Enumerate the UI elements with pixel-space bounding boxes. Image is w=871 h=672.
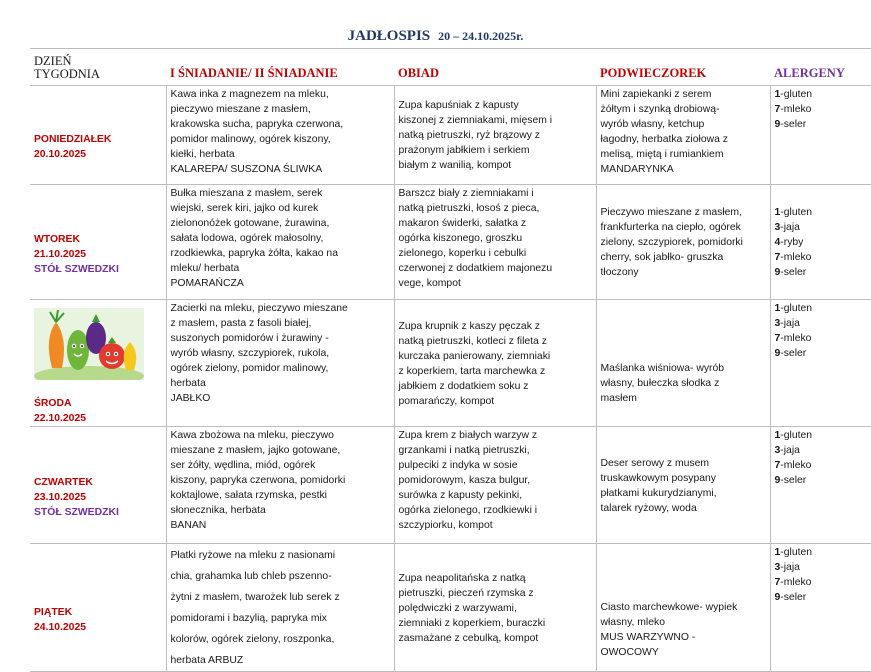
snack-line: Ciasto marchewkowe- wypiek xyxy=(600,601,738,613)
snack-line: cherry, sok jabłko- gruszka xyxy=(600,252,724,263)
lunch-line: zasmażane z cebulką, kompot xyxy=(398,632,539,644)
breakfast-line: zielononóżek gotowane, żurawina, xyxy=(170,218,330,229)
snack-line: zielony, szczypiorek, pomidorki xyxy=(600,237,743,248)
snack-line: wyrób własny, ketchup xyxy=(600,119,705,130)
lunch-line: Zupa krupnik z kaszy pęczak z xyxy=(398,320,540,332)
breakfast-cell xyxy=(166,544,394,672)
snack-line: melisą, miętą i rumiankiem xyxy=(600,149,724,160)
lunch-line: prażonym jabłkiem i serkiem xyxy=(398,145,530,156)
lunch-line: pomidorowym, kasza bulgur, xyxy=(398,475,531,486)
allergen-item xyxy=(775,575,869,590)
allergen-name: -seler xyxy=(780,475,807,486)
breakfast-line: suszonych pomidorów i żurawiny - xyxy=(170,333,329,344)
day-cell xyxy=(30,86,166,185)
lunch-line: z koperkiem, tarta marchewka z xyxy=(398,365,546,377)
breakfast-line: Kawa inka z magnezem na mleku, xyxy=(170,89,329,100)
header-snack: PODWIECZOREK xyxy=(596,49,770,86)
breakfast-line: wiejski, serek kiri, jajko od kurek xyxy=(170,203,319,214)
lunch-line: natką pietruszki, ryż brązowy z xyxy=(398,130,540,141)
lunch-line: Barszcz biały z ziemniakami i xyxy=(398,188,534,199)
lunch-line: białym z wanilią, kompot xyxy=(398,160,512,171)
snack-line: Pieczywo mieszane z masłem, xyxy=(600,207,742,218)
snack-line: Deser serowy z musem xyxy=(600,457,710,469)
allergen-number: 1 xyxy=(774,89,781,100)
day-date: 22.10.2025 xyxy=(34,413,87,424)
buffet-label: STÓŁ SZWEDZKI xyxy=(34,506,119,518)
breakfast-line: KALAREPA/ SUSZONA ŚLIWKA xyxy=(170,164,323,175)
allergen-number: 7 xyxy=(774,460,781,471)
breakfast-line: BANAN xyxy=(170,520,207,531)
lunch-cell xyxy=(394,427,596,544)
lunch-line: Zupa kapuśniak z kapusty xyxy=(398,100,519,111)
breakfast-line: Bułka mieszana z masłem, serek xyxy=(170,188,323,199)
header-day-line2: TYGODNIA xyxy=(34,67,100,81)
allergen-name: -mleko xyxy=(780,252,812,263)
lunch-line: natką pietruszki, łosoś z pieca, xyxy=(398,203,540,214)
breakfast-line: pomidorami i bazylią, papryka mix xyxy=(170,613,327,624)
snack-cell xyxy=(596,185,770,300)
breakfast-line: pieczywo mieszane z masłem, xyxy=(170,104,311,115)
header-lunch: OBIAD xyxy=(394,49,596,86)
breakfast-line: kiełki, herbata xyxy=(170,149,235,160)
breakfast-cell xyxy=(166,185,394,300)
breakfast-line: ogórek zielony, pomidor malinowy, xyxy=(170,363,329,374)
lunch-line: jabłkiem z dodatkiem soku z xyxy=(398,380,529,392)
allergen-item xyxy=(775,265,869,280)
snack-line: własny, bułeczka słodka z xyxy=(600,377,720,389)
day-date: 23.10.2025 xyxy=(34,491,87,503)
breakfast-cell xyxy=(166,427,394,544)
breakfast-line: chia, grahamka lub chleb pszenno- xyxy=(170,571,332,582)
allergen-item xyxy=(775,102,869,117)
allergen-number: 1 xyxy=(774,430,781,441)
allergen-name: -seler xyxy=(780,119,807,130)
allergen-name: -mleko xyxy=(780,577,812,588)
day-cell xyxy=(30,544,166,672)
allergen-number: 9 xyxy=(774,475,781,486)
table-row xyxy=(30,185,871,300)
allergen-name: -seler xyxy=(780,592,807,603)
snack-cell xyxy=(596,86,770,185)
allergen-number: 1 xyxy=(774,547,781,558)
breakfast-line: POMARAŃCZA xyxy=(170,278,244,289)
day-name: WTOREK xyxy=(34,233,80,245)
allergen-name: -mleko xyxy=(780,104,812,115)
day-date: 20.10.2025 xyxy=(34,149,87,160)
lunch-line: natką pietruszki, kotleci z fileta z xyxy=(398,335,547,347)
allergen-item xyxy=(775,250,869,265)
snack-line: Mini zapiekanki z serem xyxy=(600,89,712,100)
day-cell xyxy=(30,427,166,544)
allergen-item xyxy=(775,205,869,220)
day-name: CZWARTEK xyxy=(34,476,93,488)
breakfast-line: herbata xyxy=(170,378,206,389)
allergen-name: -gluten xyxy=(780,303,813,314)
snack-line: frankfurterka na ciepło, ogórek xyxy=(600,222,741,233)
allergen-name: -seler xyxy=(780,267,807,278)
allergen-name: -gluten xyxy=(780,89,813,100)
allergen-item xyxy=(775,235,869,250)
allergens-cell xyxy=(770,544,871,672)
lunch-line: surówka z kapusty pekinki, xyxy=(398,490,523,501)
header-day xyxy=(30,49,166,86)
allergen-item xyxy=(775,331,869,346)
breakfast-line: ser żółty, wędlina, miód, ogórek xyxy=(170,460,316,471)
snack-line: OWOCOWY xyxy=(600,646,659,658)
allergen-number: 9 xyxy=(774,119,781,130)
allergen-name: -gluten xyxy=(780,547,813,558)
table-row xyxy=(30,86,871,185)
table-row xyxy=(30,300,871,427)
allergen-number: 3 xyxy=(774,318,781,329)
breakfast-line: Kawa zbożowa na mleku, pieczywo xyxy=(170,430,334,441)
menu-table xyxy=(30,48,871,672)
allergen-number: 3 xyxy=(774,222,781,233)
breakfast-line: żytni z masłem, twarożek lub serek z xyxy=(170,592,340,603)
breakfast-line: koktajlowe, sałata rzymska, pestki xyxy=(170,490,327,501)
day-name: ŚRODA xyxy=(34,398,72,409)
allergen-name: -jaja xyxy=(780,445,800,456)
allergens-cell xyxy=(770,427,871,544)
allergen-name: -jaja xyxy=(780,222,800,233)
lunch-cell xyxy=(394,300,596,427)
allergens-cell xyxy=(770,185,871,300)
title-text: JADŁOSPIS xyxy=(347,28,431,44)
allergen-item xyxy=(775,428,869,443)
allergen-number: 7 xyxy=(774,333,781,344)
breakfast-line: mleku/ herbata xyxy=(170,263,240,274)
breakfast-line: mieszane z masłem, jajko gotowane, xyxy=(170,445,341,456)
allergen-name: -ryby xyxy=(780,237,804,248)
lunch-line: Zupa krem z białych warzyw z xyxy=(398,430,538,441)
day-date: 24.10.2025 xyxy=(34,621,87,633)
lunch-line: Zupa neapolitańska z natką xyxy=(398,572,526,584)
page-title xyxy=(0,28,871,45)
header-day-line1: DZIEŃ xyxy=(34,54,72,68)
allergen-number: 9 xyxy=(774,592,781,603)
vegetables-illustration xyxy=(34,308,144,380)
allergen-number: 3 xyxy=(774,445,781,456)
lunch-cell xyxy=(394,185,596,300)
lunch-cell xyxy=(394,544,596,672)
allergen-number: 1 xyxy=(774,207,781,218)
lunch-line: ogórka zielonego, rzodkiewki i xyxy=(398,505,538,516)
lunch-cell xyxy=(394,86,596,185)
breakfast-line: krakowska sucha, papryka czerwona, xyxy=(170,119,344,130)
lunch-line: pomarańczy, kompot xyxy=(398,395,495,407)
lunch-line: czerwonej z dodatkiem majonezu xyxy=(398,263,553,274)
allergen-item xyxy=(775,220,869,235)
header-breakfast: I ŚNIADANIE/ II ŚNIADANIE xyxy=(166,49,394,86)
lunch-line: polędwiczki z warzywami, xyxy=(398,602,517,614)
lunch-line: ogórka kiszonego, groszku xyxy=(398,233,523,244)
allergen-item xyxy=(775,301,869,316)
allergen-name: -gluten xyxy=(780,430,813,441)
snack-cell xyxy=(596,544,770,672)
breakfast-line: wyrób własny, szczypiorek, rukola, xyxy=(170,348,330,359)
lunch-line: szczypiorku, kompot xyxy=(398,520,493,531)
allergen-item xyxy=(775,346,869,361)
breakfast-line: kolorów, ogórek zielony, roszponka, xyxy=(170,634,335,645)
day-name: PIĄTEK xyxy=(34,606,73,618)
allergen-item xyxy=(775,458,869,473)
breakfast-line: JABŁKO xyxy=(170,393,211,404)
allergens-cell xyxy=(770,300,871,427)
day-cell xyxy=(30,300,166,427)
snack-line: MUS WARZYWNO - xyxy=(600,631,696,643)
allergen-item xyxy=(775,316,869,331)
lunch-line: ziemniaki z koperkiem, buraczki xyxy=(398,617,546,629)
allergen-name: -jaja xyxy=(780,318,800,329)
day-cell xyxy=(30,185,166,300)
allergen-item xyxy=(775,560,869,575)
lunch-line: grzankami i natką pietruszki, xyxy=(398,445,530,456)
breakfast-line: sałata lodowa, ogórek małosolny, xyxy=(170,233,324,244)
breakfast-line: herbata ARBUZ xyxy=(170,655,244,666)
lunch-line: kurczaka panierowany, ziemniaki xyxy=(398,350,551,362)
breakfast-line: Płatki ryżowe na mleku z nasionami xyxy=(170,550,336,561)
allergens-cell xyxy=(770,86,871,185)
allergen-number: 4 xyxy=(774,237,781,248)
breakfast-line: z masłem, pasta z fasoli białej, xyxy=(170,318,312,329)
lunch-line: kiszonej z ziemniakami, mięsem i xyxy=(398,115,553,126)
allergen-item xyxy=(775,117,869,132)
table-row xyxy=(30,544,871,672)
snack-line: Maślanka wiśniowa- wyrób xyxy=(600,362,725,374)
snack-line: MANDARYNKA xyxy=(600,164,674,175)
allergen-number: 1 xyxy=(774,303,781,314)
lunch-line: makaron świderki, sałatka z xyxy=(398,218,527,229)
title-dates: 20 – 24.10.2025r. xyxy=(438,29,524,43)
allergen-name: -mleko xyxy=(780,460,812,471)
breakfast-cell xyxy=(166,86,394,185)
day-date: 21.10.2025 xyxy=(34,248,87,260)
lunch-line: pietruszki, pieczeń rzymska z xyxy=(398,587,534,599)
allergen-name: -jaja xyxy=(780,562,800,573)
buffet-label: STÓŁ SZWEDZKI xyxy=(34,263,119,275)
lunch-line: vege, kompot xyxy=(398,278,461,289)
breakfast-line: kiszony, papryka czerwona, pomidorki xyxy=(170,475,346,486)
breakfast-line: rzodkiewka, papryka żółta, kakao na xyxy=(170,248,338,259)
table-row xyxy=(30,427,871,544)
allergen-number: 3 xyxy=(774,562,781,573)
lunch-line: zielonego, koperku i cebulki xyxy=(398,248,527,259)
allergen-item xyxy=(775,473,869,488)
allergen-item xyxy=(775,545,869,560)
breakfast-cell xyxy=(166,300,394,427)
snack-line: płatkami kukurydzianymi, xyxy=(600,487,717,499)
allergen-item xyxy=(775,443,869,458)
breakfast-line: słonecznika, herbata xyxy=(170,505,266,516)
snack-cell xyxy=(596,300,770,427)
allergen-name: -seler xyxy=(780,348,807,359)
breakfast-line: Zacierki na mleku, pieczywo mieszane xyxy=(170,303,348,314)
snack-line: łagodny, herbatka ziołowa z xyxy=(600,134,728,145)
allergen-number: 7 xyxy=(774,577,781,588)
breakfast-line: pomidor malinowy, ogórek kiszony, xyxy=(170,134,331,145)
allergen-name: -gluten xyxy=(780,207,813,218)
allergen-number: 9 xyxy=(774,267,781,278)
snack-cell xyxy=(596,427,770,544)
snack-line: masłem xyxy=(600,392,637,404)
snack-line: talarek ryżowy, woda xyxy=(600,502,697,514)
allergen-name: -mleko xyxy=(780,333,812,344)
day-name: PONIEDZIAŁEK xyxy=(34,134,112,145)
header-row xyxy=(30,49,871,86)
lunch-line: pulpeciki z indyka w sosie xyxy=(398,460,518,471)
header-allergens: ALERGENY xyxy=(770,49,871,86)
allergen-number: 7 xyxy=(774,104,781,115)
allergen-item xyxy=(775,590,869,605)
allergen-item xyxy=(775,87,869,102)
snack-line: tłoczony xyxy=(600,267,639,278)
allergen-number: 7 xyxy=(774,252,781,263)
snack-line: truskawkowym posypany xyxy=(600,472,716,484)
allergen-number: 9 xyxy=(774,348,781,359)
snack-line: żółtym i szynką drobiową- xyxy=(600,104,720,115)
snack-line: własny, mleko xyxy=(600,616,665,628)
